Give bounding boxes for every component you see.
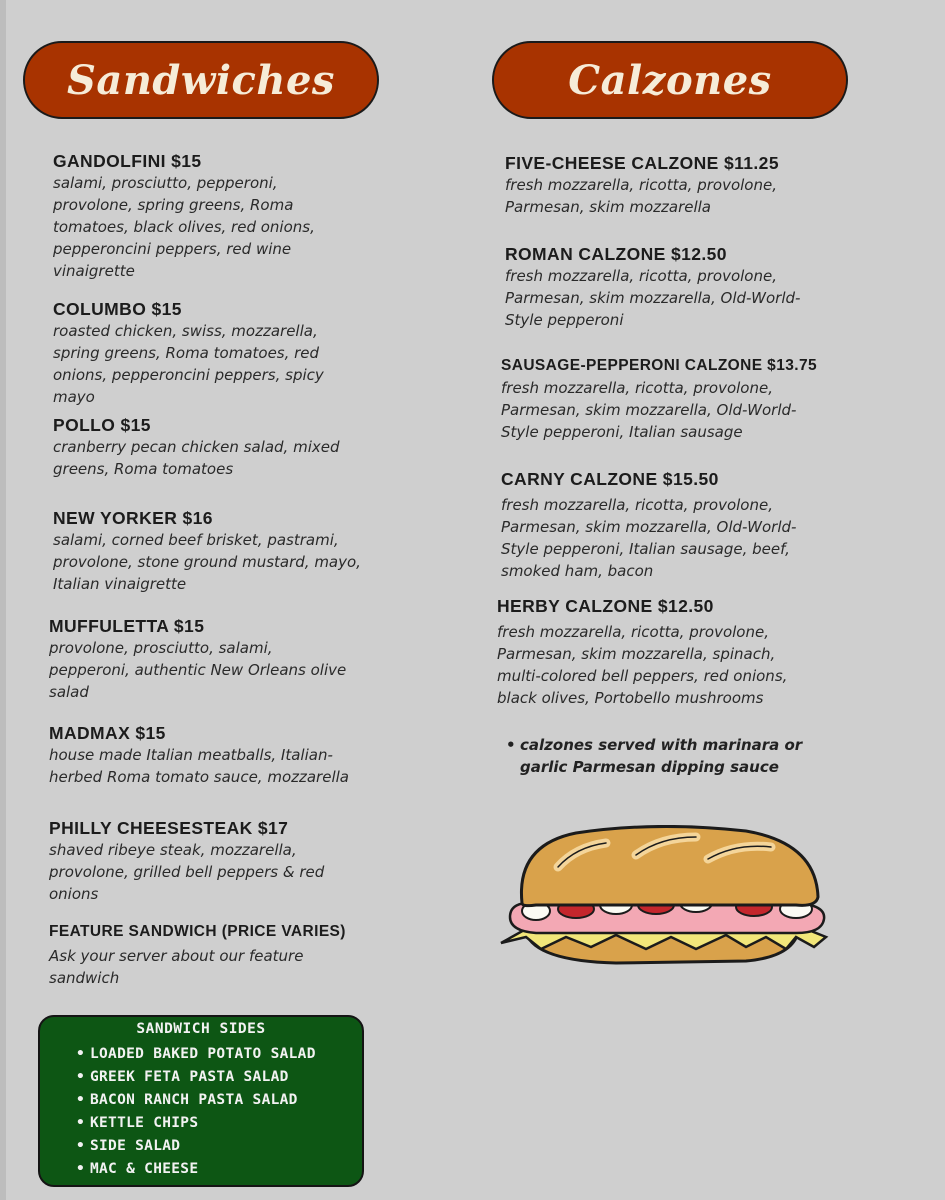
item-name: HERBY CALZONE $12.50	[497, 596, 714, 616]
item-desc-line: tomatoes, black olives, red onions,	[53, 218, 315, 236]
item-desc-line: fresh mozzarella, ricotta, provolone,	[505, 176, 777, 194]
item-name: MUFFULETTA $15	[49, 616, 205, 636]
list-item: • BACON RANCH PASTA SALAD	[76, 1089, 316, 1112]
item-desc-line: Style pepperoni, Italian sausage	[501, 423, 743, 441]
item-desc-line: provolone, prosciutto, salami,	[49, 639, 273, 657]
item-desc-line: greens, Roma tomatoes	[53, 460, 234, 478]
item-desc-line: cranberry pecan chicken salad, mixed	[53, 438, 340, 456]
item-desc-line: vinaigrette	[53, 262, 135, 280]
menu-item-madmax	[49, 722, 349, 788]
item-desc-line: provolone, spring greens, Roma	[53, 196, 294, 214]
item-desc-line: Style pepperoni, Italian sausage, beef,	[501, 540, 790, 558]
list-item: • LOADED BAKED POTATO SALAD	[76, 1043, 316, 1066]
item-desc-line: Parmesan, skim mozzarella, Old-World-	[501, 401, 797, 419]
item-desc-line: spring greens, Roma tomatoes, red	[53, 344, 320, 362]
item-name: COLUMBO $15	[53, 299, 182, 319]
item-desc-line: onions, pepperoncini peppers, spicy	[53, 366, 324, 384]
list-item: • GREEK FETA PASTA SALAD	[76, 1066, 316, 1089]
menu-item-sausage-pepperoni-calzone	[501, 355, 817, 443]
item-desc-line: salami, corned beef brisket, pastrami,	[53, 531, 339, 549]
item-name: GANDOLFINI $15	[53, 151, 202, 171]
menu-item-five-cheese-calzone	[505, 152, 779, 218]
item-desc-line: pepperoncini peppers, red wine	[53, 240, 292, 258]
item-desc-line: sandwich	[49, 969, 120, 987]
list-item: • MAC & CHEESE	[76, 1158, 316, 1181]
sides-title: SANDWICH SIDES	[136, 1021, 266, 1037]
sides-list	[76, 1043, 316, 1181]
item-desc-line: roasted chicken, swiss, mozzarella,	[53, 322, 318, 340]
calzones-header: Calzones	[492, 41, 848, 119]
item-desc-line: Ask your server about our feature	[49, 947, 304, 965]
item-desc-line: fresh mozzarella, ricotta, provolone,	[501, 379, 773, 397]
item-desc-line: Parmesan, skim mozzarella, Old-World-	[505, 289, 801, 307]
menu-item-pollo	[53, 414, 340, 480]
item-desc-line: multi-colored bell peppers, red onions,	[497, 667, 788, 685]
menu-item-muffuletta	[49, 615, 346, 703]
item-desc-line: mayo	[53, 388, 95, 406]
item-desc-line: fresh mozzarella, ricotta, provolone,	[501, 496, 773, 514]
item-desc-line: onions	[49, 885, 99, 903]
item-name: SAUSAGE-PEPPERONI CALZONE $13.75	[501, 357, 817, 374]
item-desc-line: Parmesan, skim mozzarella, spinach,	[497, 645, 776, 663]
item-desc-line: salad	[49, 683, 89, 701]
item-desc-line: smoked ham, bacon	[501, 562, 654, 580]
menu-item-gandolfini	[53, 150, 315, 282]
item-name: FEATURE SANDWICH (PRICE VARIES)	[49, 923, 346, 940]
item-desc-line: Parmesan, skim mozzarella, Old-World-	[501, 518, 797, 536]
item-name: PHILLY CHEESESTEAK $17	[49, 818, 289, 838]
item-desc-line: Italian vinaigrette	[53, 575, 187, 593]
item-name: MADMAX $15	[49, 723, 166, 743]
menu-item-new-yorker	[53, 507, 361, 595]
item-desc-line: fresh mozzarella, ricotta, provolone,	[505, 267, 777, 285]
item-desc-line: salami, prosciutto, pepperoni,	[53, 174, 278, 192]
page-edge	[0, 0, 6, 1200]
item-desc-line: provolone, grilled bell peppers & red	[49, 863, 325, 881]
item-name: POLLO $15	[53, 415, 151, 435]
item-name: NEW YORKER $16	[53, 508, 213, 528]
item-name: ROMAN CALZONE $12.50	[505, 244, 727, 264]
item-name: FIVE-CHEESE CALZONE $11.25	[505, 153, 779, 173]
list-item: • SIDE SALAD	[76, 1135, 316, 1158]
calzone-sauce-note	[506, 734, 802, 778]
note-line: garlic Parmesan dipping sauce	[520, 758, 779, 776]
item-desc-line: pepperoni, authentic New Orleans olive	[49, 661, 347, 679]
menu-item-columbo	[53, 298, 324, 408]
list-item: • KETTLE CHIPS	[76, 1112, 316, 1135]
note-line: calzones served with marinara or	[520, 736, 803, 754]
bullet-icon: •	[506, 736, 516, 754]
item-desc-line: house made Italian meatballs, Italian-	[49, 746, 333, 764]
menu-item-philly-cheesesteak	[49, 817, 324, 905]
sandwiches-header: Sandwiches	[23, 41, 379, 119]
sandwich-illustration-icon	[496, 825, 830, 969]
menu-item-herby-calzone	[497, 595, 787, 709]
item-desc-line: Style pepperoni	[505, 311, 624, 329]
item-desc-line: Parmesan, skim mozzarella	[505, 198, 711, 216]
item-desc-line: provolone, stone ground mustard, mayo,	[53, 553, 361, 571]
item-name: CARNY CALZONE $15.50	[501, 469, 719, 489]
item-desc-line: shaved ribeye steak, mozzarella,	[49, 841, 297, 859]
menu-item-roman-calzone	[505, 243, 800, 331]
item-desc-line: fresh mozzarella, ricotta, provolone,	[497, 623, 769, 641]
item-desc-line: herbed Roma tomato sauce, mozzarella	[49, 768, 349, 786]
sandwich-sides-box	[38, 1015, 364, 1187]
item-desc-line: black olives, Portobello mushrooms	[497, 689, 764, 707]
menu-item-feature-sandwich	[49, 921, 346, 989]
menu-item-carny-calzone	[501, 468, 796, 582]
